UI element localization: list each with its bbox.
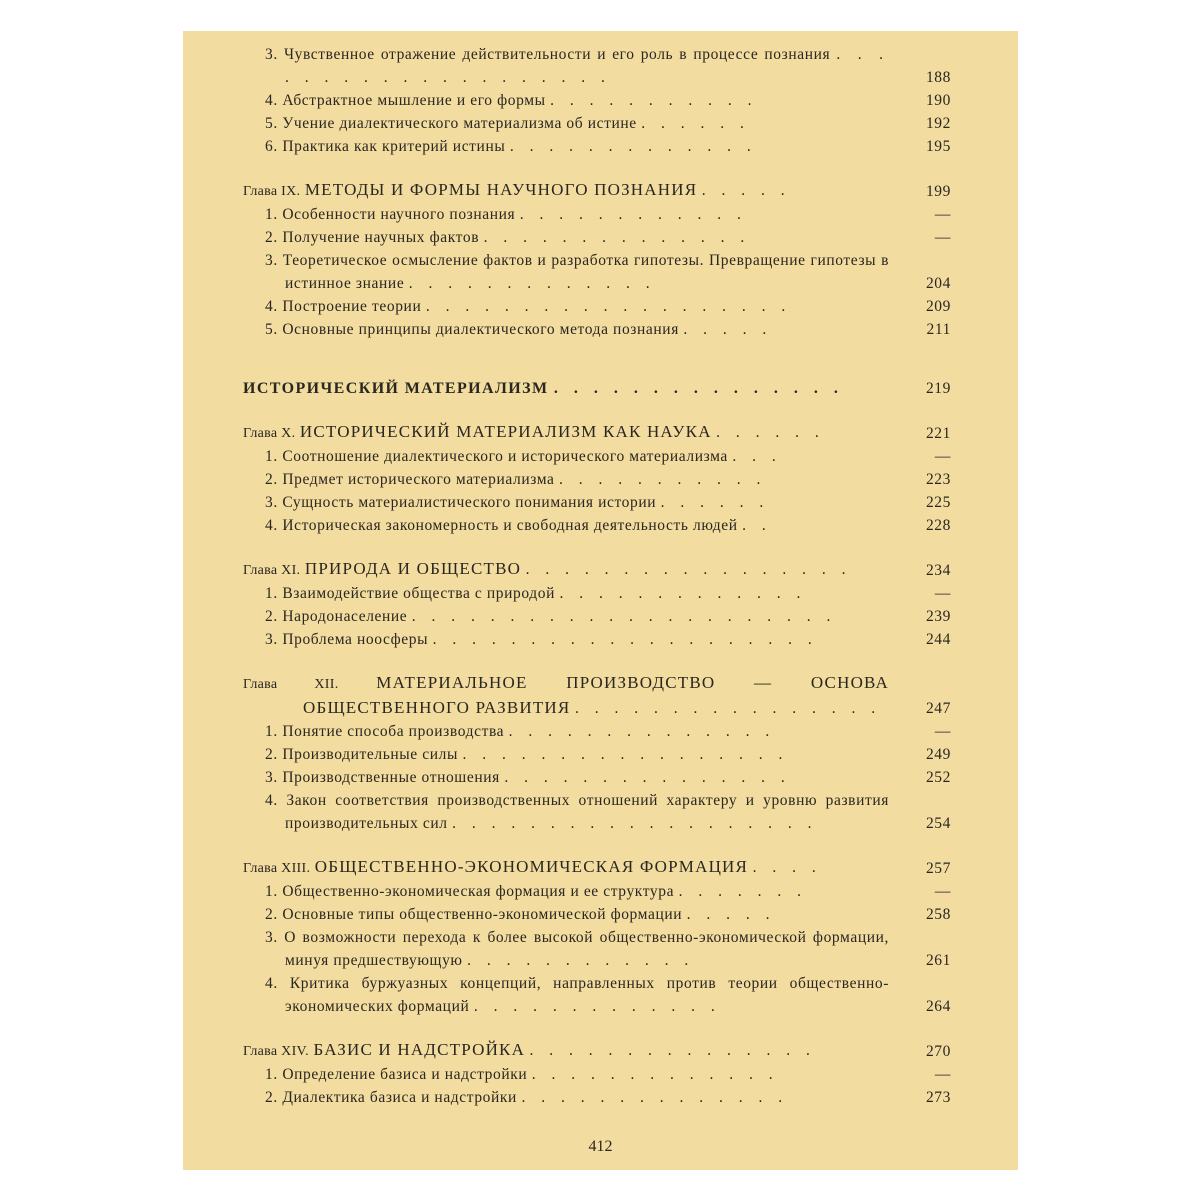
page-ref: 209 — [925, 298, 951, 315]
toc-item — [243, 1086, 951, 1109]
toc-chapter — [243, 1038, 951, 1063]
item-title: О возможности перехода к более высокой общественно-экономической формации, минуя предшествующую — [284, 929, 889, 969]
item-number: 4. — [265, 975, 278, 992]
page-ref: — — [934, 883, 951, 900]
leader-dots: . . . . . . . . . . . — [550, 92, 758, 109]
leader-dots: . . . . . . . . . . . . . . . — [504, 769, 791, 786]
toc-item — [243, 926, 951, 972]
toc-entry-text — [243, 1063, 951, 1086]
toc-entry-text — [243, 203, 951, 226]
page-ref: — — [934, 585, 951, 602]
item-title: Производственные отношения — [282, 769, 500, 786]
page-ref: 258 — [925, 906, 951, 923]
toc-entry-text — [243, 1038, 951, 1063]
leader-dots: . . . . . . . . . . . . . . . . . — [525, 561, 852, 578]
toc-entry-text — [243, 318, 951, 341]
toc-entry-text — [243, 671, 951, 720]
page-ref: 225 — [925, 494, 951, 511]
toc-entry-text — [243, 295, 951, 318]
toc-item — [243, 582, 951, 605]
item-title: Критика буржуазных концепций, направленных против теории общественно-экономических формаций — [285, 975, 889, 1015]
toc-item — [243, 720, 951, 743]
page-ref: 247 — [925, 700, 951, 717]
page-ref: 254 — [925, 815, 951, 832]
toc-chapter — [243, 855, 951, 880]
toc-entry-text — [243, 743, 951, 766]
leader-dots: . . . . . . . . . . . . . . . . . . . . — [432, 631, 818, 648]
toc-chapter — [243, 557, 951, 582]
toc-entry-text — [243, 972, 951, 1018]
item-number: 5. — [265, 115, 278, 132]
leader-dots: . . . . . . . . . . . . . . . — [529, 1042, 816, 1059]
item-number: 3. — [265, 929, 278, 946]
toc-entry-text — [243, 789, 951, 835]
page-ref: 192 — [925, 115, 951, 132]
item-number: 2. — [265, 746, 278, 763]
leader-dots: . . . . . — [686, 906, 776, 923]
toc-entry-text — [243, 468, 951, 491]
toc-chapter — [243, 671, 951, 720]
leader-dots: . . . . . — [701, 182, 791, 199]
item-title: Сущность материалистического понимания истории — [282, 494, 657, 511]
toc-item — [243, 1063, 951, 1086]
leader-dots: . . . . . . . . . . . . . . — [508, 723, 776, 740]
leader-dots: . . . . . . . . . . . . . — [531, 1066, 779, 1083]
toc-item — [243, 203, 951, 226]
toc-item — [243, 249, 951, 295]
page-ref: 244 — [925, 631, 951, 648]
toc-entry-text — [243, 720, 951, 743]
item-number: 6. — [265, 138, 278, 155]
leader-dots: . . . . . . . . . . . . . — [559, 585, 807, 602]
toc-item — [243, 318, 951, 341]
toc-entry-text — [243, 582, 951, 605]
item-number: 2. — [265, 608, 278, 625]
item-title: Чувственное отражение действительности и его роль в процессе познания — [283, 46, 831, 63]
item-title: Практика как критерий истины — [282, 138, 506, 155]
page-ref: 211 — [926, 321, 951, 338]
toc-entry-text — [243, 491, 951, 514]
toc-item — [243, 605, 951, 628]
toc-item — [243, 89, 951, 112]
leader-dots: . . . . . . . . . . . . . . . . . . . — [452, 815, 818, 832]
item-number: 1. — [265, 1066, 278, 1083]
page-ref: 190 — [925, 92, 951, 109]
item-number: 1. — [265, 206, 278, 223]
page-ref: 257 — [925, 860, 951, 877]
item-title: Построение теории — [282, 298, 422, 315]
toc-chapter — [243, 178, 951, 203]
leader-dots: . . . — [732, 448, 782, 465]
item-number: 3. — [265, 631, 278, 648]
page-ref: 249 — [925, 746, 951, 763]
toc-section — [243, 377, 951, 400]
chapter-title: МЕТОДЫ И ФОРМЫ НАУЧНОГО ПОЗНАНИЯ — [304, 180, 698, 199]
page-ref: 204 — [925, 275, 951, 292]
leader-dots: . . . . . . . — [678, 883, 807, 900]
page-ref: 223 — [925, 471, 951, 488]
item-title: Общественно-экономическая формация и ее структура — [282, 883, 675, 900]
toc-item — [243, 903, 951, 926]
leader-dots: . . . . . . . . . . . . . . . — [553, 380, 844, 397]
toc-item — [243, 491, 951, 514]
toc-item — [243, 468, 951, 491]
leader-dots: . . . . . . — [660, 494, 770, 511]
toc-entry-text — [243, 43, 951, 89]
page-ref: — — [934, 448, 951, 465]
toc-entry-text — [243, 855, 951, 880]
toc-entry-text — [243, 605, 951, 628]
item-title: Основные принципы диалектического метода познания — [282, 321, 679, 338]
item-number: 3. — [265, 46, 278, 63]
item-number: 3. — [265, 769, 278, 786]
page-ref: 199 — [925, 183, 951, 200]
chapter-title: ИСТОРИЧЕСКИЙ МАТЕРИАЛИЗМ КАК НАУКА — [299, 422, 712, 441]
toc-entry-text — [243, 903, 951, 926]
leader-dots: . . . . . . . . . . . . . — [509, 138, 757, 155]
item-number: 1. — [265, 723, 278, 740]
leader-dots: . . . . . . . . . . . . . . — [483, 229, 751, 246]
item-title: Историческая закономерность и свободная деятельность людей — [282, 517, 738, 534]
toc-chapter — [243, 420, 951, 445]
item-number: 2. — [265, 471, 278, 488]
leader-dots: . . . . . . . . . . . . — [467, 952, 695, 969]
toc-item — [243, 880, 951, 903]
page-ref: — — [934, 1066, 951, 1083]
toc-item — [243, 972, 951, 1018]
item-number: 2. — [265, 906, 278, 923]
chapter-label: Глава X. — [243, 426, 296, 441]
chapter-title: ОБЩЕСТВЕННО-ЭКОНОМИЧЕСКАЯ ФОРМАЦИЯ — [314, 857, 749, 876]
page-ref: — — [934, 229, 951, 246]
leader-dots: . . . . . . . . . . . . . . — [521, 1089, 789, 1106]
item-title: Закон соответствия производственных отношений характеру и уровню развития производительных сил — [285, 792, 889, 832]
toc-item — [243, 514, 951, 537]
item-number: 4. — [265, 298, 278, 315]
leader-dots: . . . . . . — [716, 424, 825, 441]
item-title: Понятие способа производства — [282, 723, 505, 740]
chapter-label: Глава XIV. — [243, 1044, 309, 1059]
toc-item — [243, 628, 951, 651]
toc-item — [243, 445, 951, 468]
toc-item — [243, 43, 951, 89]
book-page — [183, 31, 1018, 1170]
table-of-contents — [243, 43, 951, 1109]
toc-entry-text — [243, 377, 951, 400]
page-ref: 239 — [925, 608, 951, 625]
toc-item — [243, 226, 951, 249]
leader-dots: . . . . . . . . . . . . . — [408, 275, 656, 292]
toc-item — [243, 743, 951, 766]
item-number: 4. — [265, 517, 278, 534]
leader-dots: . . . . . . . . . . . . . . . . . — [462, 746, 789, 763]
toc-entry-text — [243, 557, 951, 582]
toc-entry-text — [243, 766, 951, 789]
item-title: Предмет исторического материализма — [282, 471, 555, 488]
item-number: 2. — [265, 1089, 278, 1106]
page-ref: 219 — [925, 380, 951, 397]
leader-dots: . . . . . . . . . . . . . . . . . . . . . . — [411, 608, 837, 625]
item-title: Соотношение диалектического и исторического материализма — [282, 448, 728, 465]
item-title: Абстрактное мышление и его формы — [282, 92, 546, 109]
page-ref: 188 — [925, 69, 951, 86]
page-ref: 264 — [925, 998, 951, 1015]
item-title: Проблема ноосферы — [282, 631, 429, 648]
item-title: Определение базиса и надстройки — [282, 1066, 528, 1083]
item-title: Взаимодействие общества с природой — [282, 585, 555, 602]
item-number: 3. — [265, 494, 278, 511]
chapter-title: МАТЕРИАЛЬНОЕ ПРОИЗВОДСТВО — ОСНОВА ОБЩЕСТВЕННОГО РАЗВИТИЯ — [303, 673, 889, 717]
toc-item — [243, 766, 951, 789]
leader-dots: . . . . . . . . . . . . . — [473, 998, 721, 1015]
leader-dots: . . . . . . . . . . . — [559, 471, 767, 488]
item-title: Получение научных фактов — [282, 229, 480, 246]
item-number: 1. — [265, 883, 278, 900]
toc-entry-text — [243, 112, 951, 135]
page-number: 412 — [588, 1138, 613, 1155]
item-number: 4. — [265, 92, 278, 109]
toc-item — [243, 295, 951, 318]
item-number: 1. — [265, 585, 278, 602]
toc-item — [243, 112, 951, 135]
leader-dots: . . . . . . . . . . . . . . . . . . . — [425, 298, 792, 315]
leader-dots: . . . . . . — [641, 115, 750, 132]
item-number: 2. — [265, 229, 278, 246]
toc-entry-text — [243, 514, 951, 537]
item-number: 1. — [265, 448, 278, 465]
item-title: Учение диалектического материализма об истине — [282, 115, 637, 132]
page-ref: 221 — [925, 425, 951, 442]
page-ref: — — [934, 723, 951, 740]
item-number: 5. — [265, 321, 278, 338]
leader-dots: . . — [742, 517, 772, 534]
chapter-label: Глава XII. — [243, 677, 339, 692]
leader-dots: . . . . . . . . . . . . . . . . — [574, 700, 882, 717]
toc-entry-text — [243, 178, 951, 203]
page-ref: 252 — [925, 769, 951, 786]
page-ref: 273 — [925, 1089, 951, 1106]
toc-item — [243, 789, 951, 835]
chapter-title: БАЗИС И НАДСТРОЙКА — [313, 1040, 526, 1059]
toc-entry-text — [243, 226, 951, 249]
item-number: 4. — [265, 792, 278, 809]
toc-entry-text — [243, 89, 951, 112]
toc-entry-text — [243, 249, 951, 295]
chapter-title: ПРИРОДА И ОБЩЕСТВО — [304, 559, 522, 578]
chapter-label: Глава IX. — [243, 184, 301, 199]
page-ref: 228 — [925, 517, 951, 534]
toc-entry-text — [243, 880, 951, 903]
leader-dots: . . . . — [752, 859, 822, 876]
item-title: Теоретическое осмысление фактов и разработка гипотезы. Превращение гипотезы в истинное знание — [282, 252, 889, 292]
toc-item — [243, 135, 951, 158]
item-title: Производительные силы — [282, 746, 458, 763]
page-ref: — — [934, 206, 951, 223]
chapter-label: Глава XIII. — [243, 861, 311, 876]
toc-entry-text — [243, 628, 951, 651]
toc-entry-text — [243, 445, 951, 468]
toc-entry-text — [243, 926, 951, 972]
page-ref: 270 — [925, 1043, 951, 1060]
item-number: 3. — [265, 252, 278, 269]
item-title: Народонаселение — [282, 608, 408, 625]
item-title: Особенности научного познания — [282, 206, 516, 223]
toc-entry-text — [243, 420, 951, 445]
item-title: Диалектика базиса и надстройки — [282, 1089, 517, 1106]
toc-entry-text — [243, 1086, 951, 1109]
toc-entry-text — [243, 135, 951, 158]
page-ref: 195 — [925, 138, 951, 155]
section-title: ИСТОРИЧЕСКИЙ МАТЕРИАЛИЗМ — [243, 380, 549, 397]
page-ref: 261 — [925, 952, 951, 969]
item-title: Основные типы общественно-экономической формации — [282, 906, 683, 923]
chapter-label: Глава XI. — [243, 563, 301, 578]
leader-dots: . . . . . . . . . . . . . . . . . . . . — [285, 46, 889, 86]
leader-dots: . . . . . . . . . . . . — [519, 206, 747, 223]
page-ref: 234 — [925, 562, 951, 579]
leader-dots: . . . . . — [683, 321, 773, 338]
